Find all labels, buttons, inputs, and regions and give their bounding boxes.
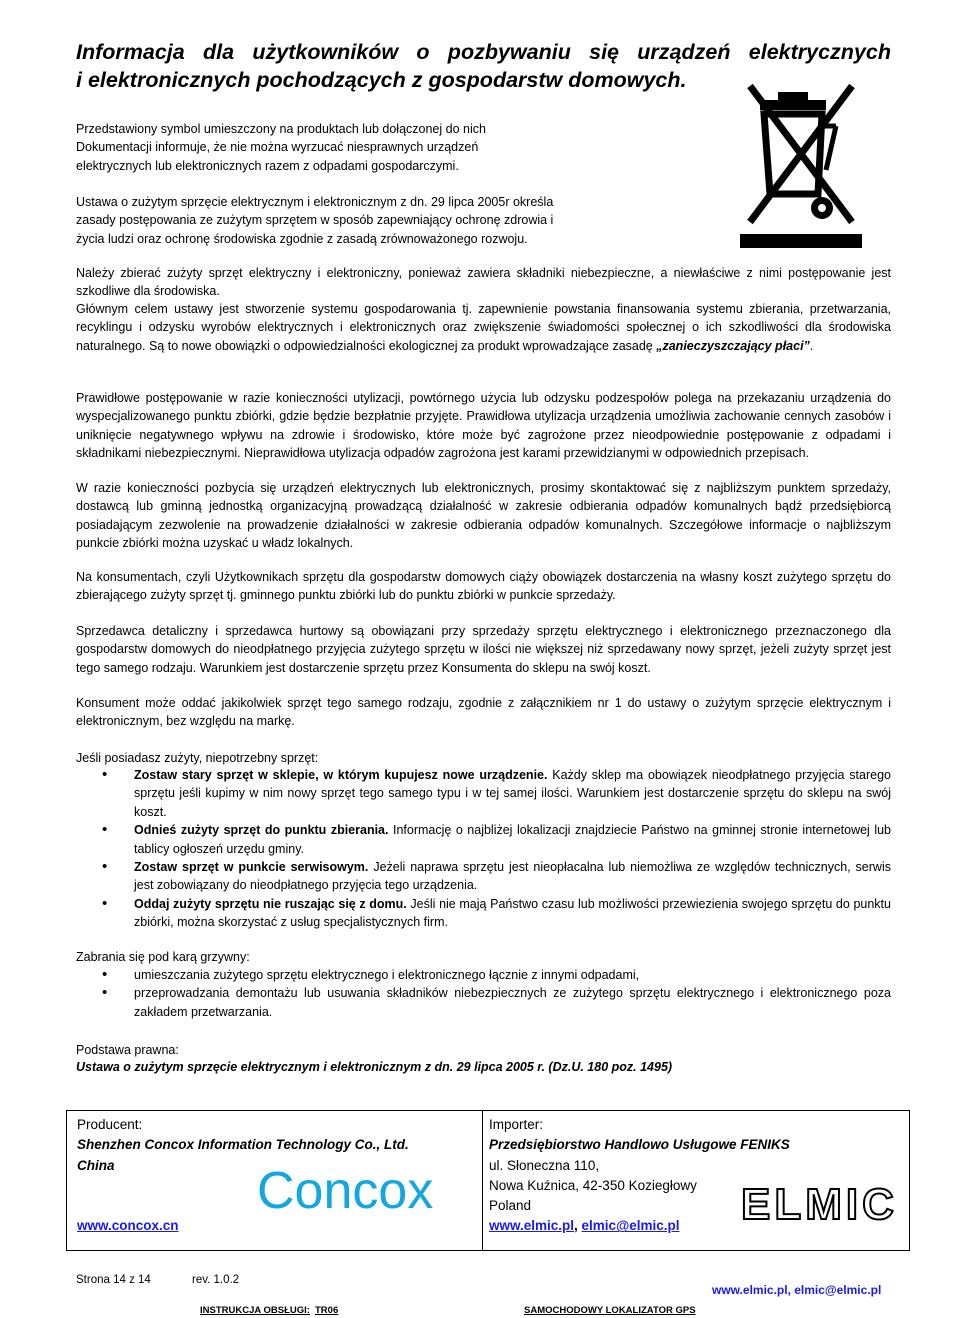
polluter-pays-emphasis: „zanieczyszczający płaci” [656, 338, 810, 353]
importer-name: Przedsiębiorstwo Handlowo Usługowe FENIKS [489, 1137, 790, 1153]
list-item [76, 766, 891, 821]
revision: rev. 1.0.2 [192, 1274, 240, 1286]
list-item-bold: Oddaj zużyty sprzętu nie ruszając się z domu. [134, 896, 407, 911]
list-item-text: Jeśli nie mają Państwo czasu lub możliwości przewiezienia swojego sprzętu do punktu zbiórki, można skorzystać z usług specjalistycznych firm. [134, 896, 891, 930]
importer-city: Nowa Kuźnica, 42-350 Koziegłowy [489, 1177, 697, 1193]
prohibitions-list [76, 966, 891, 1021]
producer-website-link[interactable]: www.concox.cn [77, 1217, 179, 1233]
producer-label: Producent: [77, 1117, 143, 1132]
body-paragraph-5: Na konsumentach, czyli Użytkownikach sprzętu dla gospodarstw domowych ciąży obowiązek dostarczenia na własny koszt zużytego sprzętu do zbierającego zużyty sprzęt tj. gminnego punktu zbiórki lub do punktu zbiórki w punkcie sprzedaży. [76, 570, 891, 603]
importer-link-separator: , [574, 1218, 582, 1234]
importer-street: ul. Słoneczna 110, [489, 1157, 600, 1173]
concox-logo-text: Concox [257, 1162, 434, 1220]
list-item-text: Każdy sklep ma obowiązek nieodpłatnego przyjęcia starego sprzętu jeśli kupimy w nim nowy sprzęt tego samego typu i w tej samej ilości. Warunkiem jest dostarczenie sprzętu do sklepu na swój koszt. [134, 768, 891, 819]
list-item: • przeprowadzania demontażu lub usuwania składników niebezpiecznych ze zużytego sprzętu elektrycznego i elektronicznego poza zakładem przetwarzania. [76, 984, 891, 1021]
model-label: TR06 [315, 1305, 339, 1316]
list-item-bold: Odnieś zużyty sprzęt do punktu zbierania. [134, 823, 389, 838]
title-line-2: i elektronicznych pochodzących z gospodarstw domowych. [76, 68, 687, 92]
importer-label: Importer: [489, 1117, 544, 1132]
list-item-bold: Zostaw stary sprzęt w sklepie, w którym kupujesz nowe urządzenie. [134, 768, 548, 782]
intro-paragraph-1: Przedstawiony symbol umieszczony na produktach lub dołączonej do nich Dokumentacji informuje, że nie można wyrzucać niesprawnych urządzeń elektrycznych lub elektronicznych razem z odpadami gospodarczymi. [76, 122, 486, 173]
list-item: • umieszczania zużytego sprzętu elektrycznego i elektronicznego łącznie z innymi odpadami, [76, 966, 891, 984]
concox-logo [257, 1161, 462, 1221]
elmic-logo-text: ELMIC [741, 1180, 898, 1227]
body-paragraph-4: W razie konieczności pozbycia się urządzeń elektrycznych lub elektronicznych, prosimy skontaktować się z najbliższym punktem sprzedaży, dostawcą lub gminną jednostką organizacyjną prowadzącą działalność w zakresie odbierania odpadów komunalnych bądź przedsiębiorcą posiadającym zezwolenie na prowadzenie działalności w zakresie odbierania odpadów komunalnych. Szczegółowe informacje o najbliższym punkcie zbiórki można uzyskać u władz lokalnych. [76, 481, 891, 551]
body-paragraph-1: Należy zbierać zużyty sprzęt elektryczny i elektroniczny, ponieważ zawiera składniki niebezpieczne, a niewłaściwe z nimi postępowanie jest szkodliwe dla środowiska. [76, 266, 891, 299]
producer-country: China [77, 1157, 115, 1173]
importer-country: Poland [489, 1198, 532, 1214]
list-item [76, 821, 891, 858]
penalty-heading: Zabrania się pod karą grzywny: [76, 950, 250, 964]
body-paragraph-2-end: . [809, 338, 814, 353]
body-paragraph-6: Sprzedawca detaliczny i sprzedawca hurtowy są obowiązani przy sprzedaży sprzętu elektrycznego i elektronicznego przeznaczonego dla gospodarstw domowych do nieodpłatnego przyjęcia zużytego sprzętu w ilości nie większej niż sprzedawany nowy sprzęt, jeżeli zużyty sprzęt jest tego samego rodzaju. Warunkiem jest dostarczenie sprzętu przez Konsumenta do sklepu na swój koszt. [76, 624, 891, 675]
importer-website-link[interactable]: www.elmic.pl [489, 1218, 575, 1234]
elmic-logo [739, 1179, 899, 1227]
body-paragraph-2-text: Głównym celem ustawy jest stworzenie systemu gospodarowania tj. zapewnienie powstania finansowania systemu zbierania, przetwarzania, recyklingu i odzysku wyrobów elektrycznych i elektronicznych oraz zwiększenie świadomości społecznej o ich szkodliwości dla środowiska naturalnego. Są to nowe obowiązki o odpowiedzialności ekologicznej za produkt wprowadzające zasadę [76, 302, 891, 353]
disposal-options-list [76, 766, 891, 932]
contact-box-divider [482, 1111, 483, 1250]
legal-basis-text: Ustawa o zużytym sprzęcie elektrycznym i elektronicznym z dn. 29 lipca 2005 r. (Dz.U. 180 poz. 1495) [76, 1060, 673, 1074]
importer-email-link[interactable]: elmic@elmic.pl [581, 1218, 680, 1234]
body-paragraph-8: Jeśli posiadasz zużyty, niepotrzebny sprzęt: [76, 751, 319, 765]
title-line-1: Informacja dla użytkowników o pozbywaniu się urządzeń elektrycznych [76, 40, 891, 64]
body-paragraph-2 [76, 300, 891, 355]
producer-name: Shenzhen Concox Information Technology Co., Ltd. [77, 1137, 409, 1153]
list-item-text: Jeżeli naprawa sprzętu jest nieopłacalna lub niemożliwa ze względów technicznych, serwis jest zobowiązany do nieodpłatnego przyjęcia tego urządzenia. [134, 860, 891, 893]
body-paragraph-3: Prawidłowe postępowanie w razie konieczności utylizacji, powtórnego użycia lub odzysku podzespołów polega na przekazaniu urządzenia do wyspecjalizowanego punktu zbiórki, gdzie będzie bezpłatnie przyjęte. Prawidłowa utylizacja urządzenia umożliwia zachowanie cennych zasobów i uniknięcie negatywnego wpływu na zdrowie i środowisko, które może być zagrożone przez nieodpowiednie postępowanie z odpadami i składnikami niebezpiecznymi. Nieprawidłowa utylizacja odpadów zagrożona jest karami przewidzianymi w odpowiednich przepisach. [76, 391, 891, 461]
product-label: SAMOCHODOWY LOKALIZATOR GPS [524, 1305, 696, 1316]
intro-paragraph-2: Ustawa o zużytym sprzęcie elektrycznym i elektronicznym z dn. 29 lipca 2005r określa zasady postępowania ze zużytym sprzętem w sposób zapewniający ochronę zdrowia i życia ludzi oraz ochronę środowiska zgodnie z zasadą zrównoważonego rozwoju. [76, 195, 554, 246]
list-item [76, 895, 891, 932]
legal-basis-heading: Podstawa prawna: [76, 1043, 179, 1057]
list-item [76, 858, 891, 895]
body-paragraph-7: Konsument może oddać jakikolwiek sprzęt tego samego rodzaju, zgodnie z załącznikiem nr 1 do ustawy o zużytym sprzęcie elektrycznym i elektronicznym, bez względu na markę. [76, 696, 891, 729]
manual-label: INSTRUKCJA OBSŁUGI: [200, 1305, 310, 1316]
crossed-out-wheelie-bin-icon [740, 70, 862, 248]
footer-contact: www.elmic.pl, elmic@elmic.pl [712, 1283, 882, 1297]
contact-box [66, 1110, 910, 1251]
list-item-text: Informację o najbliżej lokalizacji znajdziecie Państwo na gminnej stronie internetowej lub tablicy ogłoszeń urzędu gminy. [134, 823, 892, 856]
list-item-bold: Zostaw sprzęt w punkcie serwisowym. [134, 860, 369, 875]
page-number: Strona 14 z 14 [76, 1274, 151, 1286]
